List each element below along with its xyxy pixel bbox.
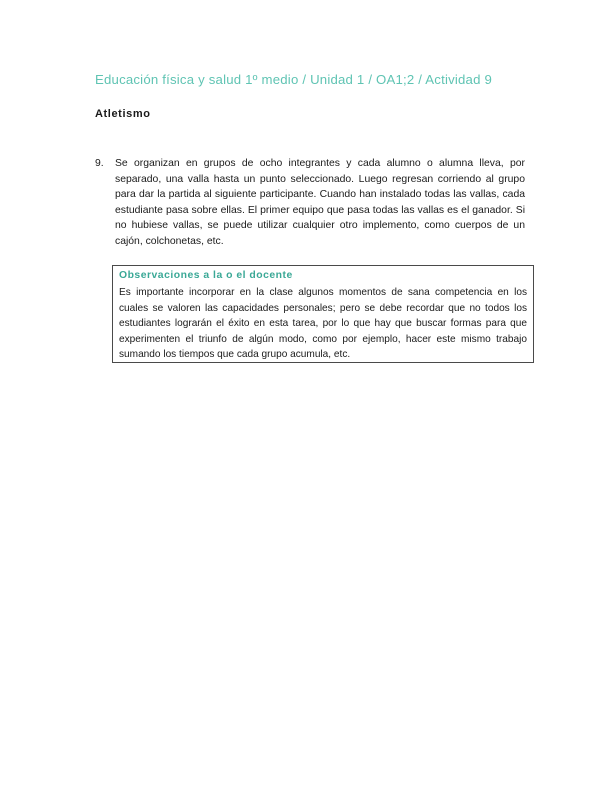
activity-text: Se organizan en grupos de ocho integrantes y cada alumno o alumna lleva, por separado, una valla hasta un punto seleccionado. Luego regresan corriendo al grupo para dar la partida al siguiente participante. Cuando han instalado todas las vallas, cada estudiante pasa sobre ellas. El primer equipo que pasa todas las vallas es el ganador. Si no hubiese vallas, se puede utilizar cualquier otro implemento, como cuerpos de un cajón, colchonetas, etc. <box>115 158 525 247</box>
activity-number: 9. <box>95 158 104 169</box>
section-title: Atletismo <box>95 108 151 120</box>
breadcrumb-header: Educación física y salud 1º medio / Unidad 1 / OA1;2 / Actividad 9 <box>95 72 493 87</box>
observations-text: Es importante incorporar en la clase algunos momentos de sana competencia en los cuales se valoren las capacidades personales; pero se debe recordar que no todos los estudiantes lograrán el éxito en esta tarea, por lo que hay que buscar formas para que experimenten el triunfo de algún modo, como por ejemplo, hacer este mismo trabajo sumando los tiempos que cada grupo acumula, etc. <box>119 287 527 361</box>
observations-box <box>112 265 534 363</box>
observations-title: Observaciones a la o el docente <box>119 270 293 281</box>
activity-item <box>95 156 525 250</box>
